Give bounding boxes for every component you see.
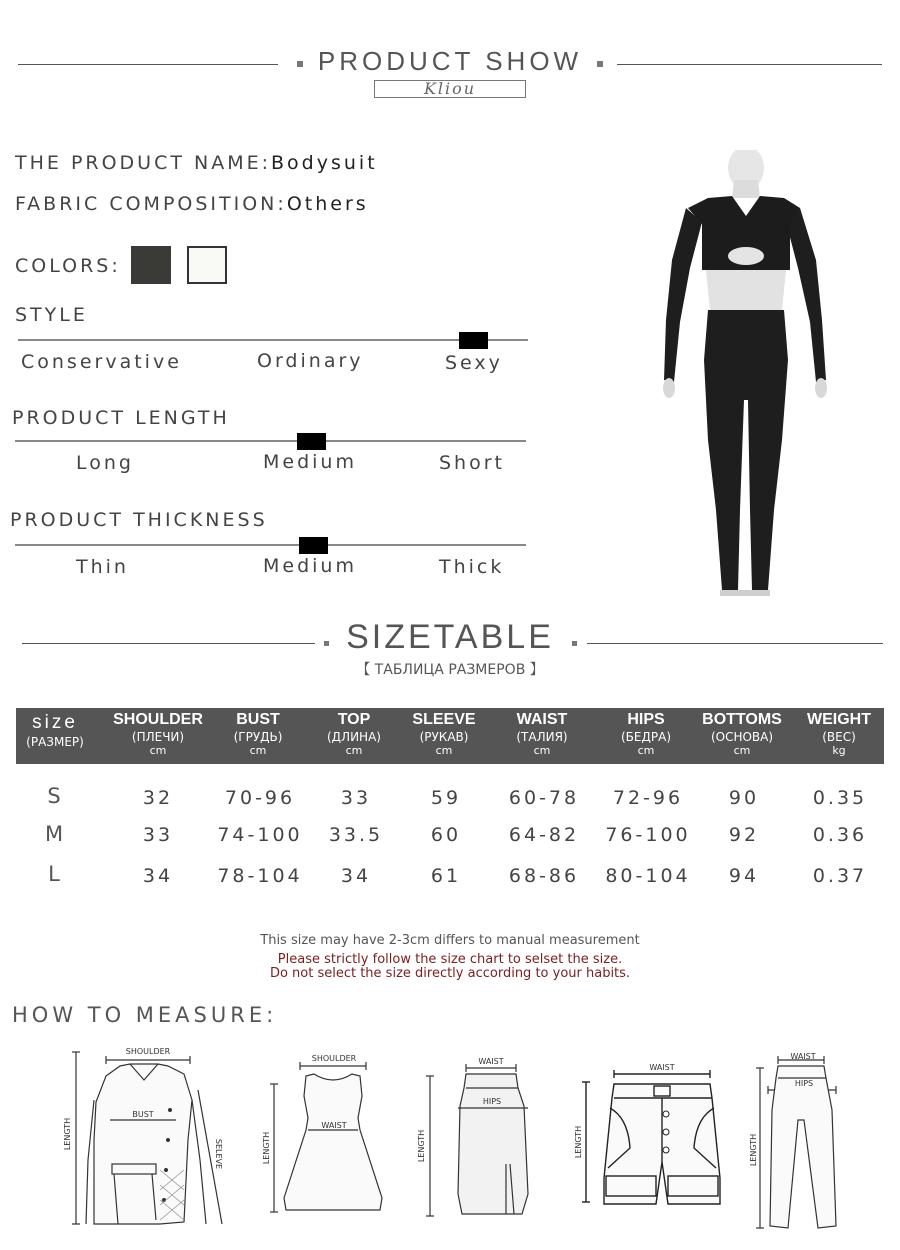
col-header-ru: (ДЛИНА): [327, 730, 381, 744]
col-header-label: BOTTOMS: [702, 711, 782, 728]
col-header-label: size: [32, 712, 78, 733]
cell-s-waist: 60-78: [508, 787, 580, 809]
cell-s-bottoms: 90: [728, 787, 760, 809]
cell-l-bottoms: 94: [728, 865, 760, 887]
jacket-length-label: LENGTH: [63, 1117, 72, 1151]
col-header-unit: cm: [733, 744, 751, 757]
left-hand: [663, 378, 675, 398]
skirt-waist-label: WAIST: [478, 1057, 504, 1066]
skirt-length-label: LENGTH: [417, 1129, 426, 1163]
col-header-unit: kg: [832, 744, 846, 757]
cell-l-top: 34: [340, 865, 372, 887]
row-size-s: S: [47, 784, 61, 808]
col-header-waist: [494, 708, 590, 764]
col-header-shoulder: [104, 708, 212, 764]
col-header-unit: cm: [435, 744, 453, 757]
col-header-ru: (ОСНОВА): [710, 730, 774, 744]
pants-hips-label: HIPS: [794, 1079, 814, 1088]
cell-l-sleeve: 61: [430, 865, 462, 887]
cell-m-bust: 74-100: [217, 824, 303, 846]
col-header-ru: (РАЗМЕР): [26, 735, 84, 749]
cell-s-top: 33: [340, 787, 372, 809]
dress-diagram: [258, 1048, 398, 1220]
pants: [704, 310, 788, 590]
length-option-short: Short: [439, 452, 505, 474]
cell-s-bust: 70-96: [224, 787, 296, 809]
jacket-diagram: [60, 1040, 235, 1230]
product-name-value: Bodysuit: [271, 152, 378, 174]
thickness-scale-line: [15, 544, 526, 546]
col-header-unit: cm: [249, 744, 267, 757]
cell-m-top: 33.5: [328, 824, 384, 846]
pants-diagram: [748, 1050, 848, 1232]
col-header-hips: [598, 708, 694, 764]
col-header-sleeve: [396, 708, 492, 764]
col-header-bust: [208, 708, 308, 764]
table-header: [16, 708, 884, 764]
cell-m-shoulder: 33: [142, 824, 174, 846]
length-option-medium: Medium: [263, 451, 357, 473]
cell-m-waist: 64-82: [508, 824, 580, 846]
cell-s-sleeve: 59: [430, 787, 462, 809]
length-marker: [297, 433, 326, 450]
col-header-bottoms: [694, 708, 790, 764]
sizetable-dot-right: [572, 641, 577, 646]
col-header-ru: (РУКАВ): [419, 730, 469, 744]
sizetable-rule-right: [587, 643, 883, 644]
jacket-bust-label: BUST: [132, 1110, 154, 1119]
colors-label: COLORS:: [15, 255, 121, 277]
col-header-ru: (ТАЛИЯ): [516, 730, 568, 744]
product-name-label: THE PRODUCT NAME:: [15, 152, 272, 174]
cell-l-bust: 78-104: [217, 865, 303, 887]
thickness-title: PRODUCT THICKNESS: [10, 509, 268, 531]
jacket-shoulder-label: SHOULDER: [125, 1047, 171, 1056]
mannequin-neck: [732, 180, 760, 198]
col-header-weight: [794, 708, 884, 764]
pants-length-label: LENGTH: [749, 1133, 758, 1167]
skirt-hips-label: HIPS: [482, 1097, 502, 1106]
style-title: STYLE: [15, 304, 88, 326]
thickness-option-medium: Medium: [263, 555, 357, 577]
dress-waist-label: WAIST: [321, 1121, 347, 1130]
col-header-label: HIPS: [627, 711, 665, 728]
color-swatch-white[interactable]: [187, 246, 227, 284]
shorts-length-label: LENGTH: [574, 1125, 583, 1159]
cell-m-hips: 76-100: [605, 824, 691, 846]
header-dot-right: [597, 61, 603, 67]
jacket-sleeve-label: SELEVE: [214, 1138, 223, 1170]
shorts-waist-label: WAIST: [649, 1063, 675, 1072]
how-to-measure-title: HOW TO MEASURE:: [12, 1003, 278, 1027]
style-option-ordinary: Ordinary: [257, 350, 364, 372]
thickness-option-thick: Thick: [439, 556, 505, 578]
cell-m-bottoms: 92: [728, 824, 760, 846]
color-swatch-black[interactable]: [131, 246, 171, 284]
col-header-size: [16, 708, 94, 764]
col-header-label: TOP: [337, 711, 371, 728]
shorts-diagram: [570, 1058, 730, 1208]
dress-length-label: LENGTH: [262, 1131, 271, 1165]
size-note-habits: Do not select the size directly according to your habits.: [269, 966, 631, 981]
col-header-top: [306, 708, 402, 764]
style-marker: [459, 332, 488, 349]
row-size-l: L: [48, 862, 60, 886]
dress-shoulder-label: SHOULDER: [311, 1054, 357, 1063]
col-header-ru: (ПЛЕЧИ): [131, 730, 185, 744]
cell-s-hips: 72-96: [612, 787, 684, 809]
cell-l-waist: 68-86: [508, 865, 580, 887]
product-name-row: [15, 152, 378, 174]
thickness-option-thin: Thin: [76, 556, 129, 578]
col-header-ru: (БЕДРА): [621, 730, 671, 744]
cell-l-shoulder: 34: [142, 865, 174, 887]
sizetable-subtitle: 【 ТАБЛИЦА РАЗМЕРОВ 】: [356, 662, 544, 678]
col-header-label: SLEEVE: [412, 711, 476, 728]
col-header-unit: cm: [637, 744, 655, 757]
col-header-unit: cm: [345, 744, 363, 757]
thickness-marker: [299, 537, 328, 554]
row-size-m: M: [44, 822, 64, 846]
right-hand: [815, 378, 827, 398]
col-header-label: BUST: [236, 711, 280, 728]
cell-s-weight: 0.35: [812, 787, 868, 809]
cell-l-weight: 0.37: [812, 865, 868, 887]
size-note-follow-chart: Please strictly follow the size chart to selset the size.: [277, 952, 623, 967]
col-header-ru: (ГРУДЬ): [233, 730, 283, 744]
style-scale-line: [18, 339, 528, 341]
style-option-conservative: Conservative: [21, 351, 182, 373]
fabric-row: [15, 193, 369, 215]
length-option-long: Long: [76, 452, 134, 474]
size-note-measurement: This size may have 2-3cm differs to manual measurement: [260, 933, 640, 948]
col-header-unit: cm: [533, 744, 551, 757]
mannequin-midriff: [706, 270, 786, 310]
col-header-label: SHOULDER: [113, 711, 203, 728]
style-option-sexy: Sexy: [445, 352, 503, 374]
top-cutout: [728, 247, 764, 265]
mannequin-stand: [720, 590, 770, 596]
skirt-diagram: [410, 1054, 540, 1224]
cell-l-hips: 80-104: [605, 865, 691, 887]
col-header-ru: (ВЕС): [822, 730, 856, 744]
cell-s-shoulder: 32: [142, 787, 174, 809]
fabric-label: FABRIC COMPOSITION:: [15, 193, 287, 215]
sizetable-title: SIZETABLE: [346, 618, 554, 656]
cell-m-sleeve: 60: [430, 824, 462, 846]
col-header-label: WAIST: [516, 711, 568, 728]
length-title: PRODUCT LENGTH: [12, 407, 230, 429]
length-scale-line: [15, 440, 526, 442]
product-photo: [650, 150, 840, 600]
pants-waist-label: WAIST: [790, 1052, 816, 1061]
brand-label: Kliou: [374, 80, 526, 98]
header-rule-right: [617, 64, 882, 65]
left-sleeve: [664, 208, 702, 382]
cell-m-weight: 0.36: [812, 824, 868, 846]
right-sleeve: [786, 208, 826, 382]
fabric-value: Others: [286, 193, 369, 215]
col-header-label: WEIGHT: [807, 711, 871, 728]
col-header-unit: cm: [149, 744, 167, 757]
page-title: PRODUCT SHOW: [317, 46, 583, 76]
